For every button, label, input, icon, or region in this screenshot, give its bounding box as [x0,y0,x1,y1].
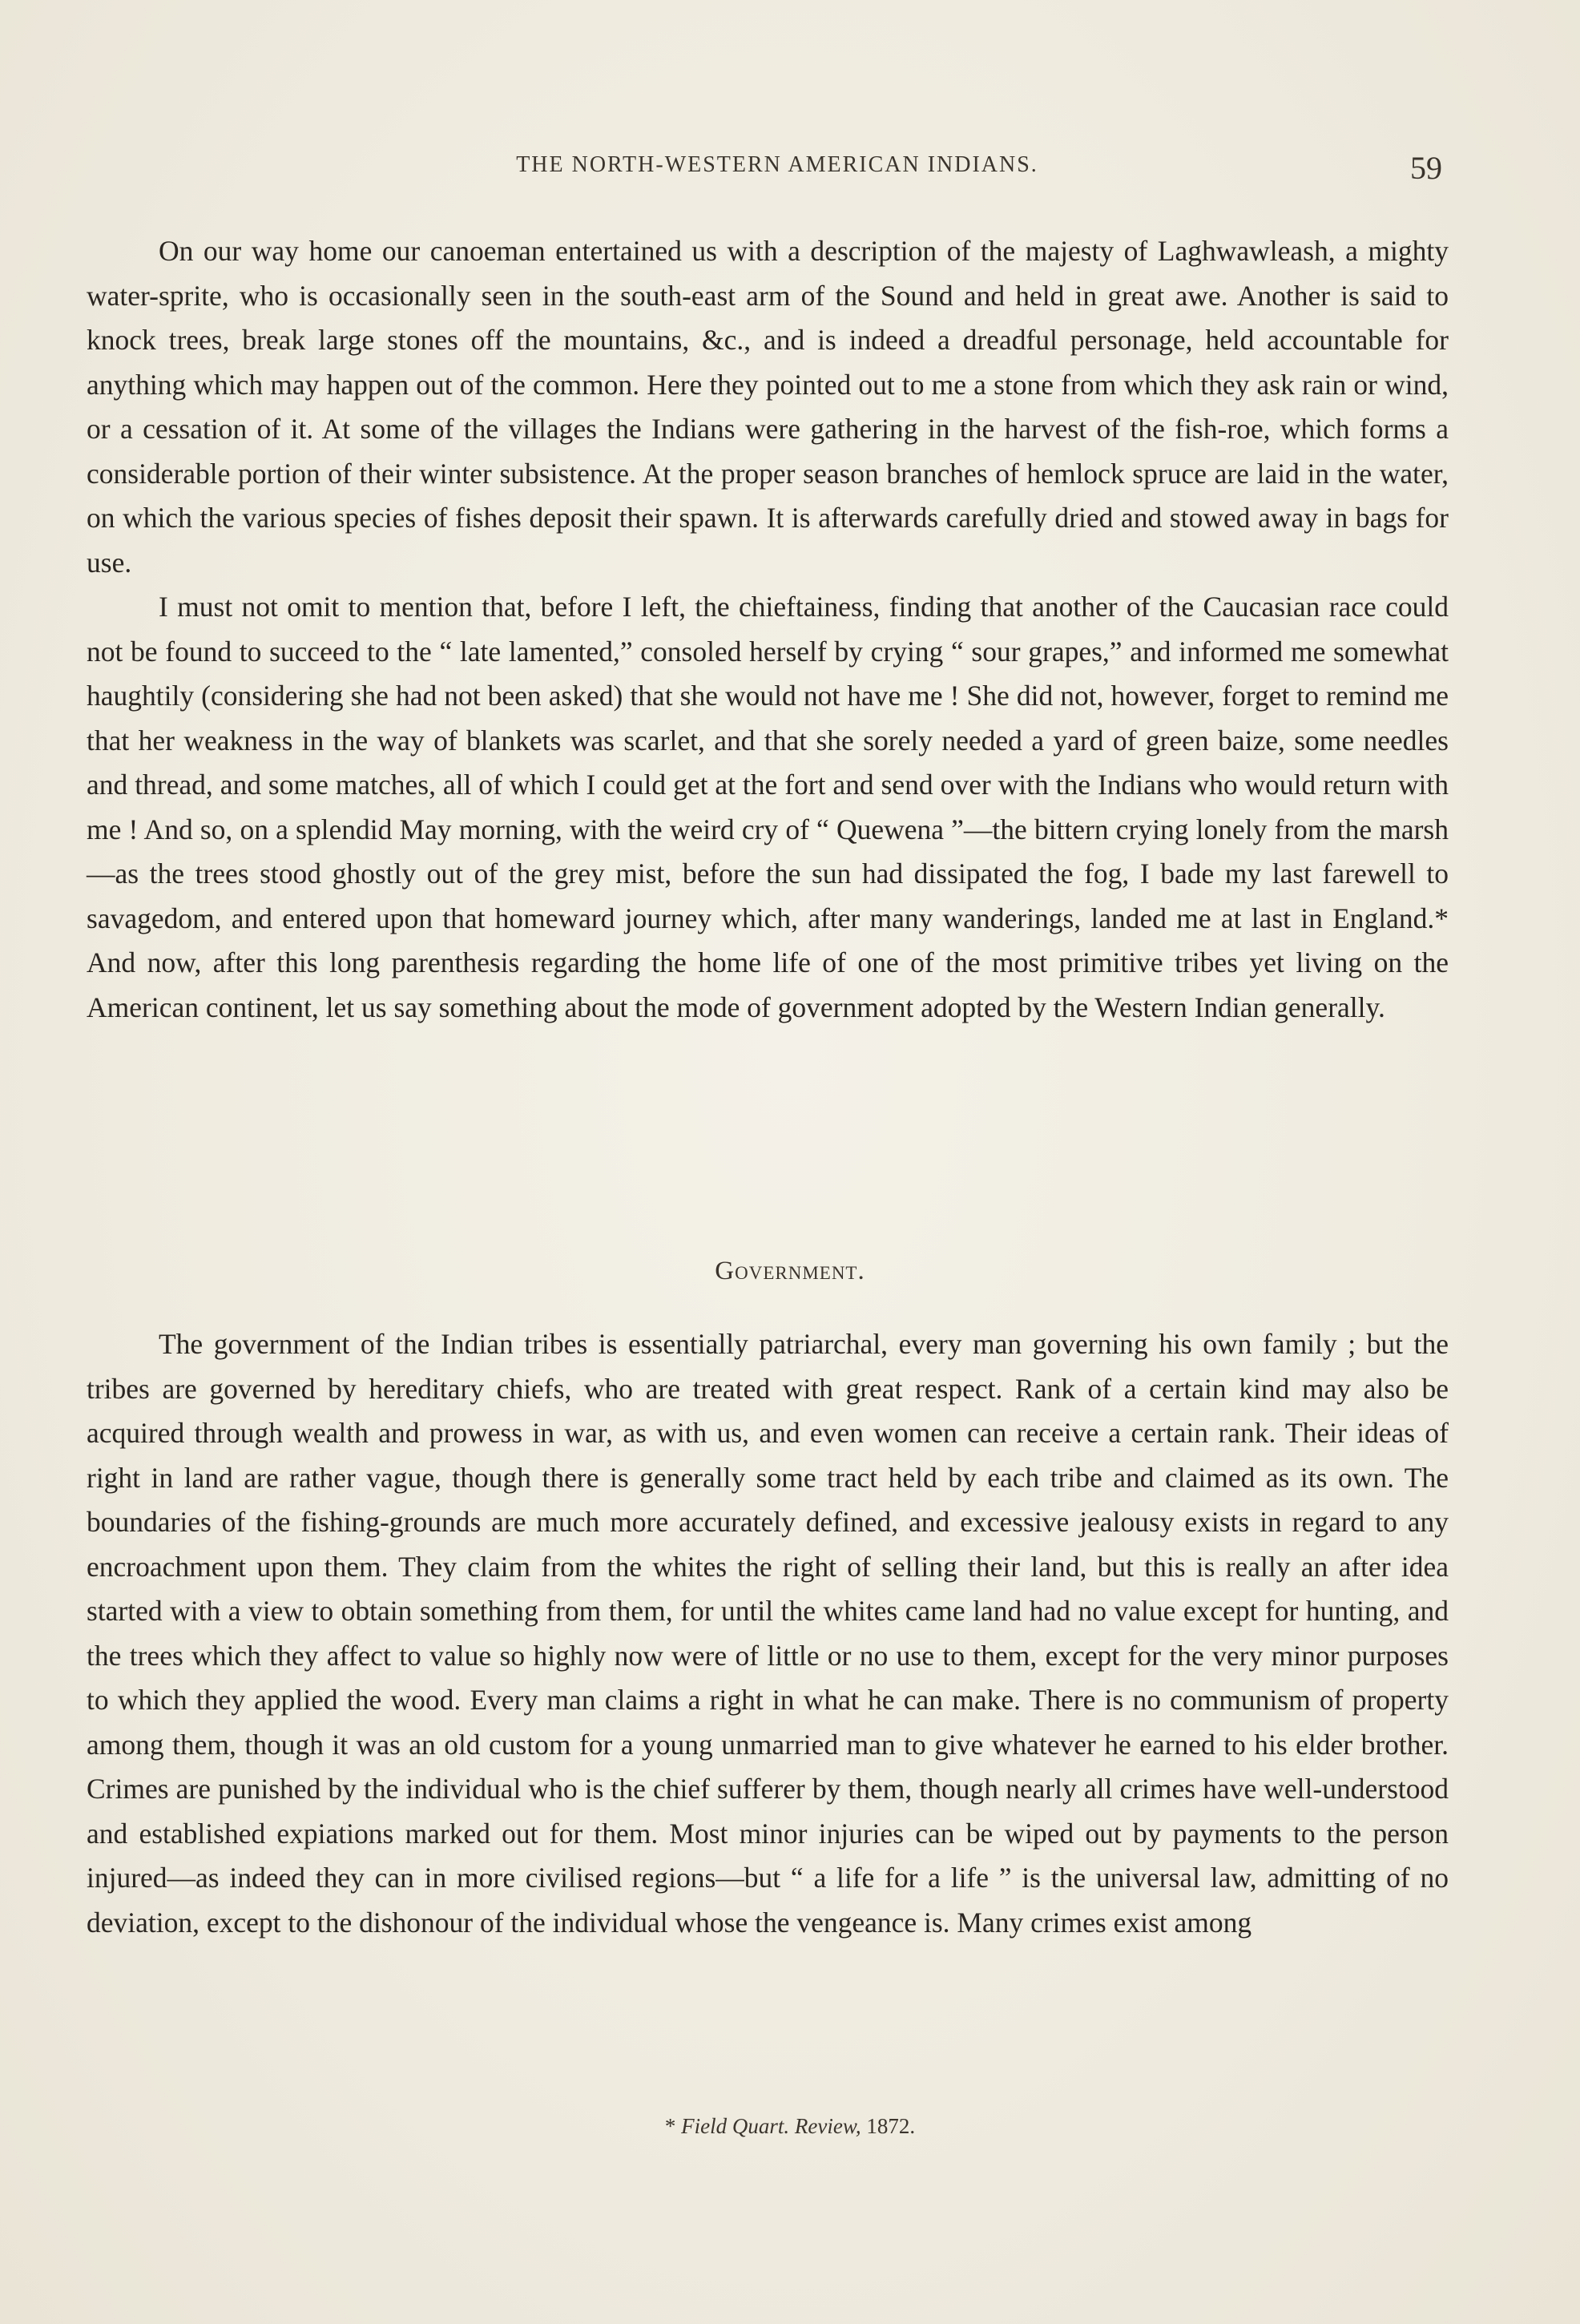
footnote-year: 1872. [866,2114,916,2138]
body-text-before-heading [87,229,1449,1030]
paragraph: The government of the Indian tribes is essentially patriarchal, every man governing his own family ; but the tribes are governed by hereditary chiefs, who are treated with great respect. Rank of a certain kind may also be acquired through wealth and prowess in war, as with us, and even women can receive a certain rank. Their ideas of right in land are rather vague, though there is generally some tract held by each tribe and claimed as its own. The boundaries of the fishing-grounds are much more accurately defined, and excessive jealousy exists in regard to any encroachment upon them. They claim from the whites the right of selling their land, but this is really an after idea started with a view to obtain something from them, for until the whites came land had no value except for hunting, and the trees which they affect to value so highly now were of little or no use to them, except for the very minor purposes to which they applied the wood. Every man claims a right in what he can make. There is no communism of property among them, though it was an old custom for a young unmarried man to give whatever he earned to his elder brother. Crimes are punished by the individual who is the chief sufferer by them, though nearly all crimes have well-understood and established expiations marked out for them. Most minor injuries can be wiped out by payments to the person injured—as indeed they can in more civilised regions—but “ a life for a life ” is the universal law, admitting of no deviation, except to the dishonour of the individual whose the vengeance is. Many crimes exist among [87,1328,1449,1939]
section-heading: Government. [715,1257,865,1285]
footnote [0,2114,1580,2139]
body-text-after-heading [87,1322,1449,1945]
page-number: 59 [1410,150,1442,186]
footnote-source: Field Quart. Review, [681,2114,861,2138]
running-head: THE NORTH-WESTERN AMERICAN INDIANS. [516,152,1038,177]
paragraph: I must not omit to mention that, before I left, the chieftainess, finding that another of the Caucasian race could not be found to succeed to the “ late lamented,” consoled herself by crying “ sour grapes,” and informed me somewhat haughtily (considering she had not been asked) that she would not have me ! She did not, however, forget to remind me that her weakness in the way of blankets was scarlet, and that she sorely needed a yard of green baize, some needles and thread, and some matches, all of which I could get at the fort and send over with the Indians who would return with me ! And so, on a splendid May morning, with the weird cry of “ Quewena ”—the bittern crying lonely from the marsh—as the trees stood ghostly out of the grey mist, before the sun had dissipated the fog, I bade my last farewell to savagedom, and entered upon that homeward journey which, after many wanderings, landed me at last in England.* And now, after this long parenthesis regarding the home life of one of the most primitive tribes yet living on the American continent, let us say something about the mode of government adopted by the Western Indian generally. [87,591,1449,1023]
footnote-marker: * [664,2114,676,2138]
paragraph: On our way home our canoeman entertained us with a description of the majesty of Laghwawleash, a mighty water-sprite, who is occasionally seen in the south-east arm of the Sound and held in great awe. Another is said to knock trees, break large stones off the mountains, &c., and is indeed a dreadful personage, held accountable for anything which may happen out of the common. Here they pointed out to me a stone from which they ask rain or wind, or a cessation of it. At some of the villages the Indians were gathering in the harvest of the fish-roe, which forms a considerable portion of their winter subsistence. At the proper season branches of hemlock spruce are laid in the water, on which the various species of fishes deposit their spawn. It is afterwards carefully dried and stowed away in bags for use. [87,235,1449,579]
